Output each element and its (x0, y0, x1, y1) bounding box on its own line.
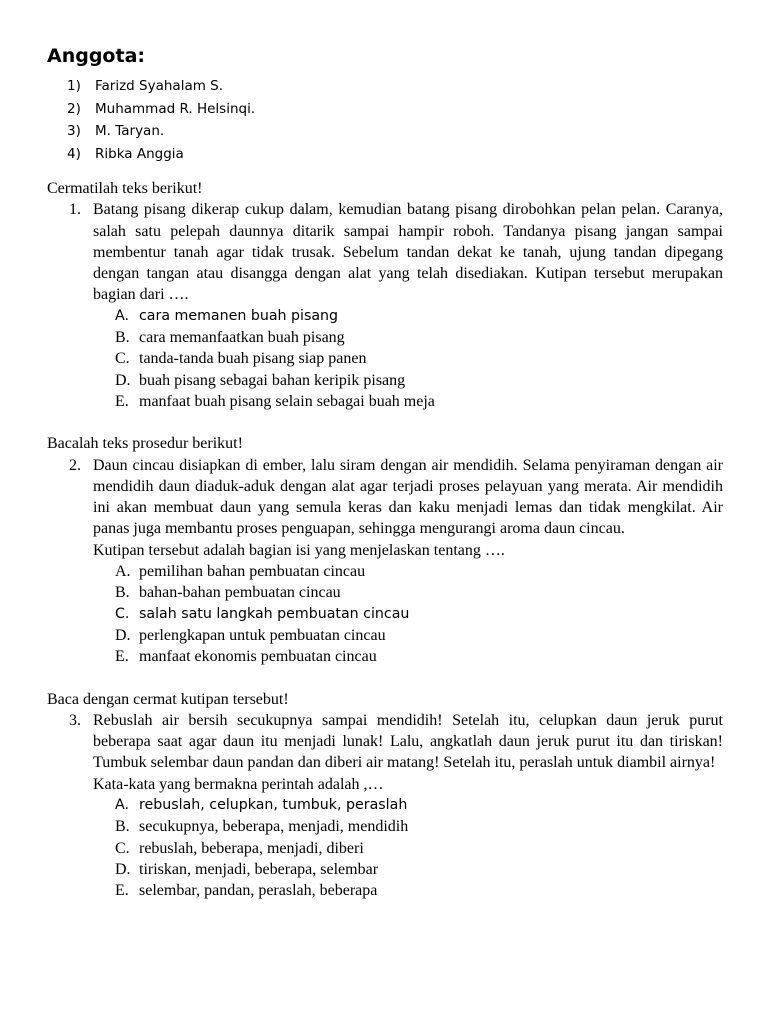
option-letter: D. (115, 860, 131, 878)
section-instruction: Bacalah teks prosedur berikut! (47, 435, 243, 453)
option-text: buah pisang sebagai bahan keripik pisang (139, 371, 406, 389)
option-text: cara memanfaatkan buah pisang (139, 329, 345, 347)
member-number: 3) (67, 123, 81, 139)
option-text: rebuslah, beberapa, menjadi, diberi (139, 839, 364, 857)
option-text: cara memanen buah pisang (139, 307, 339, 324)
member-name: Muhammad R. Helsinqi. (95, 100, 256, 117)
answer-option (115, 646, 723, 667)
option-letter: C. (115, 350, 130, 368)
option-text: tanda-tanda buah pisang siap panen (139, 350, 367, 368)
question-body (93, 710, 723, 902)
question-section (47, 689, 723, 902)
member-number: 2) (67, 100, 81, 117)
answer-option (115, 370, 723, 391)
member-number: 1) (67, 78, 81, 94)
answer-options (93, 795, 723, 901)
option-letter: C. (115, 605, 130, 622)
question-prompt: Kutipan tersebut adalah bagian isi yang menjelaskan tentang …. (93, 541, 505, 559)
answer-option (115, 306, 723, 327)
answer-option (115, 838, 723, 859)
member-number: 4) (67, 145, 81, 162)
member-item (47, 143, 723, 166)
document-page (47, 43, 723, 902)
member-item (47, 98, 723, 121)
question-body (93, 199, 723, 412)
option-letter: D. (115, 371, 131, 389)
answer-option (115, 327, 723, 348)
option-letter: A. (115, 307, 129, 324)
option-letter: A. (115, 797, 129, 814)
question-item (47, 710, 723, 902)
answer-options (93, 306, 723, 412)
answer-option (115, 391, 723, 412)
option-letter: A. (115, 563, 131, 581)
option-text: perlengkapan untuk pembuatan cincau (139, 626, 386, 644)
answer-option (115, 625, 723, 646)
member-name: Farizd Syahalam S. (95, 78, 224, 94)
questions-container (47, 178, 723, 902)
question-section (47, 178, 723, 412)
option-text: salah satu langkah pembuatan cincau (139, 605, 410, 622)
section-instruction: Cermatilah teks berikut! (47, 180, 203, 197)
members-heading: Anggota: (47, 45, 145, 67)
option-text: secukupnya, beberapa, menjadi, mendidih (139, 818, 409, 836)
option-text: bahan-bahan pembuatan cincau (139, 584, 341, 602)
members-list (47, 75, 723, 165)
option-text: rebuslah, celupkan, tumbuk, peraslah (139, 797, 408, 814)
answer-option (115, 604, 723, 625)
option-text: manfaat ekonomis pembuatan cincau (139, 648, 377, 666)
question-text: Batang pisang dikerap cukup dalam, kemudian batang pisang dirobohkan pelan pelan. Caranya, salah satu pelepah daunnya ditarik sampai hampir roboh. Tandanya pisang jangan sampai membentur tanah agar tidak trusak. Sebelum tandan dekat ke tanah, ujung tandan dipegang dengan tangan atau disangga dengan alat yang telah disediakan. Kutipan tersebut merupakan bagian dari …. (93, 201, 723, 304)
question-number: 1. (69, 201, 81, 219)
member-name: M. Taryan. (95, 123, 165, 139)
answer-options (93, 561, 723, 667)
answer-option (115, 348, 723, 369)
question-section (47, 433, 723, 667)
option-letter: C. (115, 839, 130, 857)
option-letter: E. (115, 392, 129, 410)
option-letter: B. (115, 584, 130, 602)
option-letter: E. (115, 648, 129, 666)
answer-option (115, 859, 723, 880)
answer-option (115, 582, 723, 603)
answer-option (115, 816, 723, 837)
section-instruction: Baca dengan cermat kutipan tersebut! (47, 690, 289, 708)
option-letter: B. (115, 329, 130, 347)
option-letter: E. (115, 882, 129, 900)
question-number: 3. (69, 711, 81, 729)
answer-option (115, 561, 723, 582)
question-body (93, 455, 723, 668)
member-item (47, 120, 723, 143)
question-item (47, 199, 723, 412)
member-name: Ribka Anggia (95, 145, 184, 162)
question-text: Rebuslah air bersih secukupnya sampai mendidih! Setelah itu, celupkan daun jeruk purut beberapa saat agar daun itu menjadi lunak! Lalu, angkatlah daun jeruk purut itu dan tiriskan! Tumbuk selembar daun pandan dan diberi air matang! Setelah itu, peraslah untuk diambil airnya! (93, 711, 723, 772)
question-number: 2. (69, 456, 81, 474)
question-prompt: Kata-kata yang bermakna perintah adalah ,… (93, 775, 384, 793)
option-letter: B. (115, 818, 130, 836)
option-text: pemilihan bahan pembuatan cincau (139, 563, 366, 581)
question-text: Daun cincau disiapkan di ember, lalu siram dengan air mendidih. Selama penyiraman dengan air mendidih daun diaduk-aduk dengan alat agar terjadi proses pelayuan yang merata. Air mendidih ini akan membuat daun yang semula keras dan kaku menjadi lemas dan tidak mengkilat. Air panas juga membantu proses penguapan, sehingga mengurangi aroma daun cincau. (93, 456, 723, 538)
option-text: selembar, pandan, peraslah, beberapa (139, 882, 378, 900)
answer-option (115, 795, 723, 816)
answer-option (115, 880, 723, 901)
question-item (47, 455, 723, 668)
option-text: manfaat buah pisang selain sebagai buah meja (139, 392, 435, 410)
option-letter: D. (115, 626, 131, 644)
option-text: tiriskan, menjadi, beberapa, selembar (139, 860, 379, 878)
member-item (47, 75, 723, 98)
